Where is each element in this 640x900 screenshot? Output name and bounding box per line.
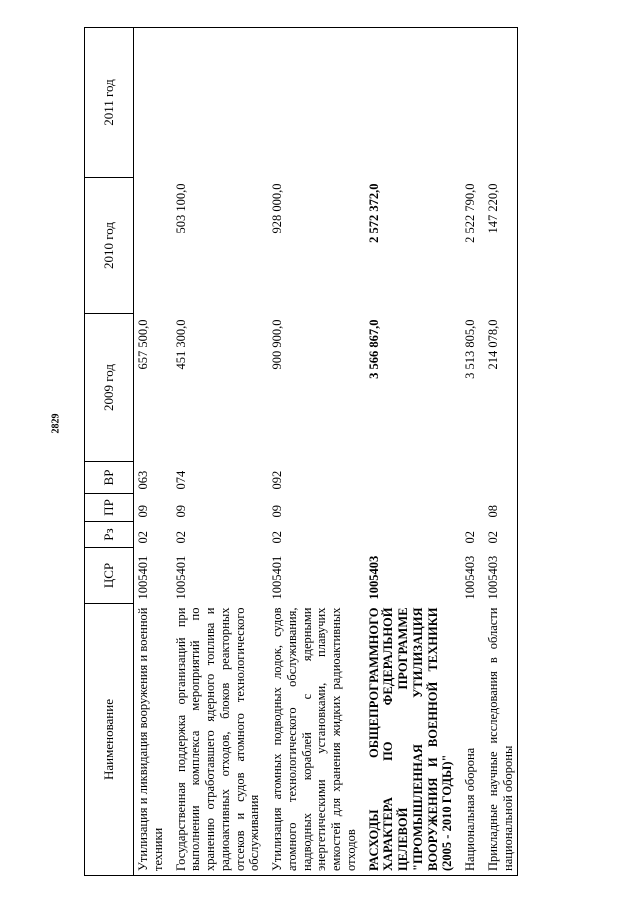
cell-csr: 1005401 [270, 555, 284, 600]
cell-pr [457, 494, 480, 522]
cell-rz: 02 [463, 531, 477, 544]
cell-vr [480, 462, 518, 494]
cell-2011 [480, 28, 518, 178]
header-vr: ВР [85, 462, 134, 494]
cell-2011 [168, 28, 265, 178]
cell-2011 [264, 28, 361, 178]
cell-2010: 2 522 790,0 [463, 183, 477, 243]
cell-name: Утилизация атомных подводных лодок, судов атомного технологического обслуживания, надводных кораблей с ядерными энергетическими установками, плавучих емкостей для хранения жидких радиоактивных отходов [264, 604, 361, 876]
cell-name: Прикладные научные исследования в области национальной обороны [480, 604, 518, 876]
cell-name: РАСХОДЫ ОБЩЕПРОГРАММНОГО ХАРАКТЕРА ПО ФЕДЕРАЛЬНОЙ ЦЕЛЕВОЙ ПРОГРАММЕ "ПРОМЫШЛЕННАЯ УТИЛИЗАЦИЯ ВООРУЖЕНИЯ И ВОЕННОЙ ТЕХНИКИ (2005 - 2010 ГОДЫ)" [361, 604, 458, 876]
cell-2009: 3 513 805,0 [463, 319, 477, 379]
cell-2010: 928 000,0 [270, 183, 284, 234]
header-csr: ЦСР [85, 548, 134, 604]
table-header-row [85, 28, 134, 876]
cell-pr: 09 [136, 505, 150, 518]
cell-pr: 08 [480, 494, 518, 522]
budget-table [84, 27, 518, 876]
cell-2009: 214 078,0 [480, 314, 518, 462]
cell-2011 [361, 28, 458, 178]
cell-name: Утилизация и ликвидация вооружения и военной техники [134, 604, 168, 876]
header-name: Наименование [85, 604, 134, 876]
table-row [457, 28, 480, 876]
cell-2010 [134, 178, 168, 314]
cell-2011 [134, 28, 168, 178]
header-rz: Рз [85, 522, 134, 548]
table-row [134, 28, 168, 876]
cell-2009: 451 300,0 [173, 319, 188, 370]
cell-rz: 02 [136, 531, 150, 544]
header-2011: 2011 год [85, 28, 134, 178]
cell-2009: 657 500,0 [136, 319, 150, 370]
cell-2010: 503 100,0 [173, 183, 188, 234]
cell-csr: 1005403 [366, 555, 381, 600]
header-2010: 2010 год [85, 178, 134, 314]
table-row [480, 28, 518, 876]
header-2009: 2009 год [85, 314, 134, 462]
cell-pr: 09 [173, 505, 188, 518]
cell-2009: 900 900,0 [270, 319, 284, 370]
cell-rz: 02 [480, 522, 518, 548]
cell-pr: 09 [270, 505, 284, 518]
budget-table-sheet [84, 28, 614, 876]
table-row [361, 28, 458, 876]
cell-csr: 1005403 [463, 555, 477, 600]
cell-pr [361, 494, 458, 522]
cell-2009: 3 566 867,0 [366, 319, 381, 379]
page-number: 2829 [50, 413, 62, 434]
cell-rz: 02 [270, 531, 284, 544]
cell-csr: 1005403 [480, 548, 518, 604]
cell-2011 [457, 28, 480, 178]
rotated-table-wrapper [84, 28, 614, 876]
header-pr: ПР [85, 494, 134, 522]
cell-csr: 1005401 [136, 555, 150, 600]
cell-rz [361, 522, 458, 548]
table-row [168, 28, 265, 876]
cell-name: Национальная оборона [457, 604, 480, 876]
cell-vr: 063 [136, 470, 150, 490]
cell-vr: 074 [173, 470, 188, 490]
cell-rz: 02 [173, 531, 188, 544]
cell-vr [361, 462, 458, 494]
cell-2010: 2 572 372,0 [366, 183, 381, 243]
cell-name: Государственная поддержка организаций при выполнении комплекса мероприятий по хранению отработавшего ядерного топлива и радиоактивных отходов, блоков реакторных отсеков и судов атомного технологического обслуживания [168, 604, 265, 876]
cell-vr [457, 462, 480, 494]
cell-csr: 1005401 [173, 555, 188, 600]
cell-vr: 092 [270, 470, 284, 490]
cell-2010: 147 220,0 [480, 178, 518, 314]
table-row [264, 28, 361, 876]
